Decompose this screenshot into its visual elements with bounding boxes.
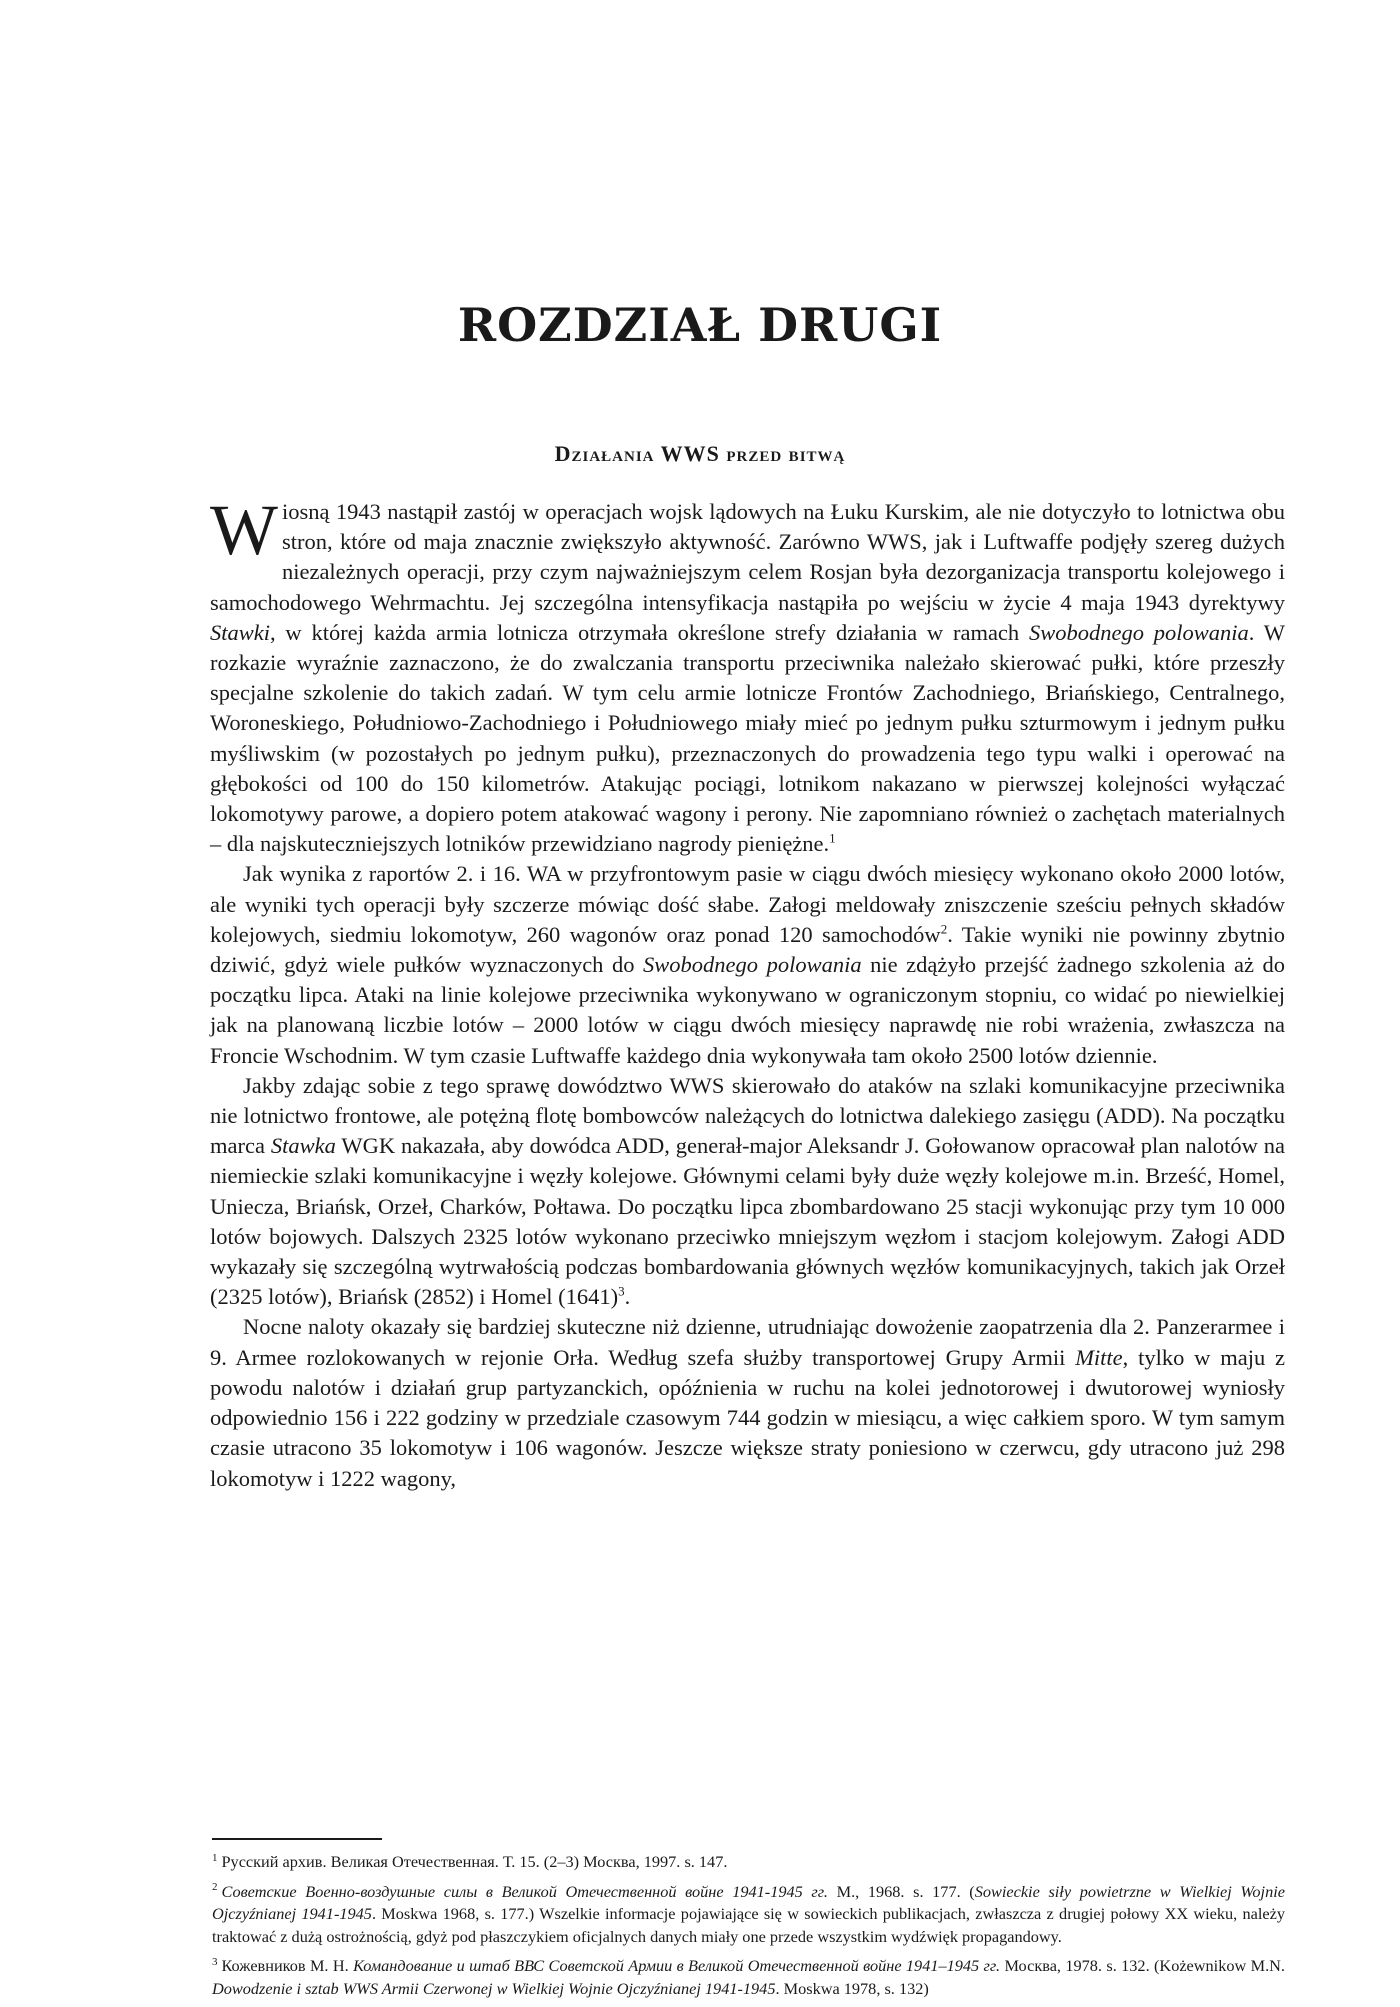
italic-text: Sowieckie siły powietrzne w Wielkiej Wojnie Ojczyźnianej 1941-1945 [212,1881,1285,1923]
paragraph [210,1312,1285,1493]
italic-text: Swobodnego polowania [1028,619,1249,645]
text-run: , w której każda armia lotnicza otrzymała określone strefy działania w ramach [270,619,1029,645]
paragraph [210,490,1285,859]
chapter-title: ROZDZIAŁ DRUGI [457,298,943,352]
text-run: . Moskwa 1978, s. 132) [775,1978,929,1998]
footnote-separator [212,1838,382,1840]
text-run: Москва, 1978. s. 132. (Kożewnikow M.N. [1000,1956,1285,1975]
paragraph [210,859,1285,1070]
text-run: nie zdążyło przejść żadnego szkolenia aż do początku lipca. Ataki na linie kolejowe przeciwnika wykonywano w ograniczonym stopniu, co widać po niewielkiej jak na planowaną liczbie lotów – 2000 lotów w ciągu dwóch miesięcy naprawdę nie robi wrażenia, zwłaszcza na Froncie Wschodnim. W tym czasie Luftwaffe każdego dnia wykonywała tam około 2500 lotów dziennie. [210,952,1285,1068]
footnote-reference: 2 [940,921,948,937]
text-run: , tylko w maju z powodu nalotów i działań grup partyzanckich, opóźnienia w ruchu na kolei jednotorowej i dwutorowej wyniosły odpowiednio 156 i 222 godziny w przedziale czasowym 744 godzin w miesiącu, a więc całkiem sporo. W tym samym czasie utracono 35 lokomotyw i 106 wagonów. Jeszcze większe straty poniesiono w czerwcu, gdy utracono już 298 lokomotyw i 1222 wagony, [210,1344,1285,1491]
italic-text: Stawki [210,619,270,645]
body-text [210,490,1285,1494]
footnote [212,1955,1285,2000]
footnote-number: 2 [212,1881,218,1894]
text-run: Jakby zdając sobie z tego sprawę dowództwo WWS skierowało do ataków na szlaki komunikacyjne przeciwnika nie lotnictwo frontowe, ale potężną flotę bombowców należących do lotnictwa dalekiego zasięgu (ADD). Na początku marca [210,1072,1285,1159]
text-run: Jak wynika z raportów 2. i 16. WA w przyfrontowym pasie w ciągu dwóch miesięcy wykonano około 2000 lotów, ale wyniki tych operacji były szczerze mówiąc dość słabe. Załogi meldowały zniszczenie sześciu pełnych składów kolejowych, siedmiu lokomotyw, 260 wagonów oraz ponad 120 samochodów [210,861,1285,947]
footnote-reference: 3 [618,1283,625,1299]
text-run: Кожевников М. Н. [221,1956,354,1975]
footnote-reference: 1 [829,830,836,846]
footnotes [212,1851,1285,2007]
text-run: WGK nakazała, aby dowódca ADD, generał-major Aleksandr J. Gołowanow opracował plan nalotów na niemieckie szlaki komunikacyjne i węzły kolejowe. Głównymi celami były duże węzły kolejowe m.in. Brześć, Homel, Uniecza, Briańsk, Orzeł, Charków, Połtawa. Do początku lipca zbombardowano 25 stacji wykonując przy tym 10 000 lotów bojowych. Dalszych 2325 lotów wykonano przeciwko mniejszym węzłom i stacjom kolejowym. Załogi ADD wykazały się szczególną wytrwałością podczas bombardowania głównych węzłów komunikacyjnych, takich jak Orzeł (2325 lotów), Briańsk (2852) i Homel (1641) [210,1133,1285,1310]
italic-text: Swobodnego polowania [643,952,862,978]
text-run: . W rozkazie wyraźnie zaznaczono, że do zwalczania transportu przeciwnika należało skierować pułki, które przeszły specjalne szkolenie do takich zadań. W tym celu armie lotnicze Frontów Zachodniego, Briańskiego, Centralnego, Woroneskiego, Południowo-Zachodniego i Południowego miały mieć po jednym pułku szturmowym i jednym pułku myśliwskim (w pozostałych po jednym pułku), przeznaczonych do prowadzenia tego typu walki i operować na głębokości od 100 do 150 kilometrów. Atakując pociągi, lotnikom nakazano w pierwszej kolejności wyłączać lokomotywy parowe, a dopiero potem atakować wagony i perony. Nie zapomniano również o zachętach materialnych – dla najskuteczniejszych lotników przewidziano nagrody pieniężne. [210,619,1285,857]
italic-text: Командование и штаб ВВС Советской Армии в Великой Отечественной войне 1941–1945 гг. [353,1956,1001,1975]
footnote-number: 1 [212,1851,218,1864]
italic-text: Dowodzenie i sztab WWS Armii Czerwonej w Wielkiej Wojnie Ojczyźnianej 1941-1945 [212,1978,776,1998]
footnote [212,1881,1285,1949]
paragraph [210,1071,1285,1313]
text-run: Nocne naloty okazały się bardziej skuteczne niż dzienne, utrudniając dowożenie zaopatrzenia dla 2. Panzerarmee i 9. Armee rozlokowanych w rejonie Orła. Według szefa służby transportowej Grupy Armii [210,1314,1285,1370]
text-run: . Takie wyniki nie powinny zbytnio dziwić, gdyż wiele pułków wyznaczonych do [210,921,1285,978]
text-run: iosną 1943 nastąpił zastój w operacjach wojsk lądowych na Łuku Kurskim, ale nie dotyczyło to lotnictwa obu stron, które od maja znacznie zwiększyło aktywność. Zarówno WWS, jak i Luftwaffe podjęły szereg dużych niezależnych operacji, przy czym najważniejszym celem Rosjan była dezorganizacja transportu kolejowego i samochodowego Wehrmachtu. Jej szczególna intensyfikacja nastąpiła po wejściu w życie 4 maja 1943 dyrektywy [210,499,1285,615]
footnote-number: 3 [212,1955,218,1968]
text-run: М., 1968. s. 177. ( [827,1881,975,1901]
section-title: Działania WWS przed bitwą [554,441,846,466]
italic-text: Советские Военно-воздушные силы в Великой Отечественной войне 1941-1945 гг. [221,1881,828,1901]
text-run: Русский архив. Великая Отечественная. Т. 15. (2–3) Москва, 1997. s. 147. [221,1852,728,1871]
italic-text: Mitte [1075,1344,1123,1370]
text-run: . [624,1284,631,1310]
text-run: . Moskwa 1968, s. 177.) Wszelkie informacje pojawiające się w sowieckich publikacjach, zwłaszcza z drugiej połowy XX wieku, należy traktować z dużą ostrożnością, gdyż pod płaszczykiem oficjalnych danych miały one przede wszystkim wydźwięk propagandowy. [212,1904,1285,1946]
footnote [212,1851,1285,1874]
drop-cap: W [210,490,278,570]
italic-text: Stawka [270,1133,336,1159]
